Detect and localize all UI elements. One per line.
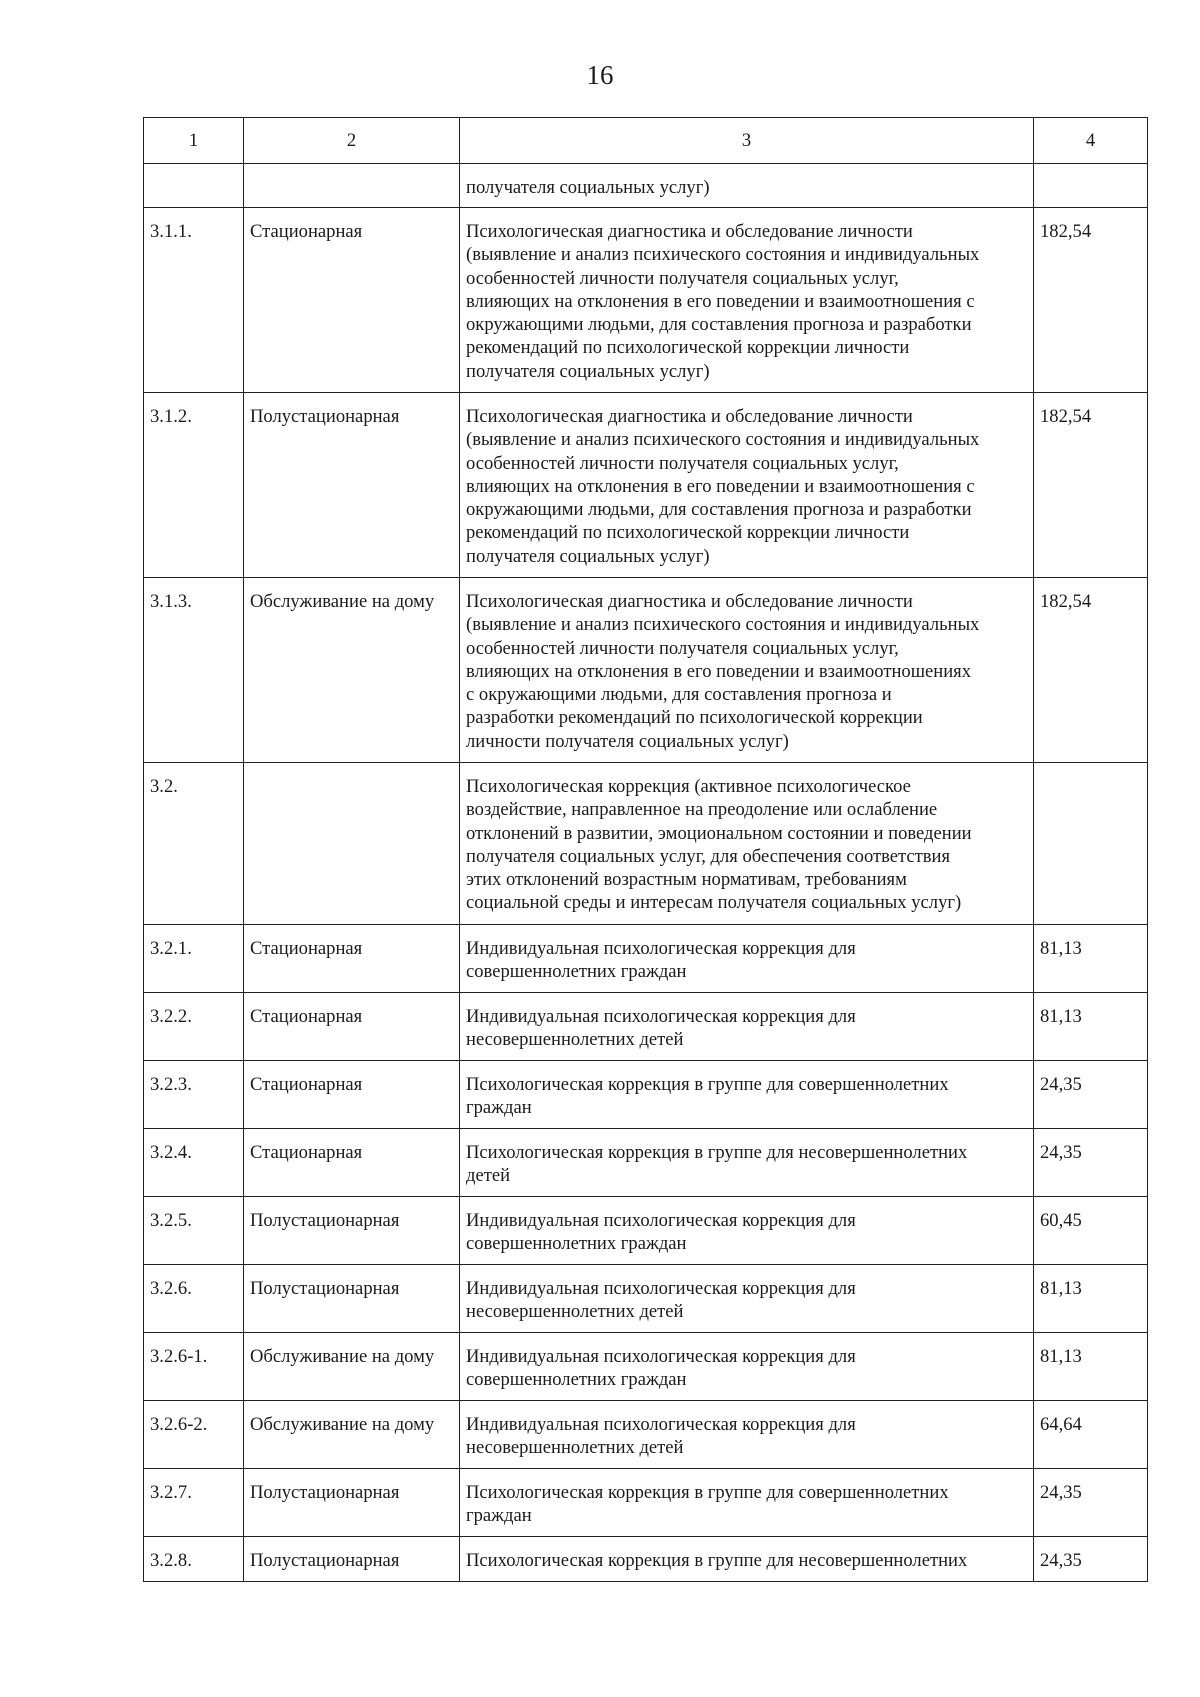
row-number-cell: 3.2.5. <box>144 1197 244 1265</box>
table-row <box>144 1197 1148 1265</box>
service-form-cell: Стационарная <box>244 993 460 1061</box>
column-header: 3 <box>460 118 1034 164</box>
service-description-cell: получателя социальных услуг) <box>460 164 1034 208</box>
price-cell: 24,35 <box>1034 1129 1148 1197</box>
price-cell: 60,45 <box>1034 1197 1148 1265</box>
row-number-cell: 3.2.4. <box>144 1129 244 1197</box>
service-description-cell: Индивидуальная психологическая коррекция для совершеннолетних граждан <box>460 925 1034 993</box>
service-description-cell: Индивидуальная психологическая коррекция для несовершеннолетних детей <box>460 1265 1034 1333</box>
price-cell <box>1034 763 1148 925</box>
row-number-cell: 3.2.3. <box>144 1061 244 1129</box>
service-description-cell: Психологическая коррекция в группе для несовершеннолетних <box>460 1537 1034 1582</box>
price-cell: 81,13 <box>1034 1333 1148 1401</box>
service-form-cell: Полустационарная <box>244 1469 460 1537</box>
table-row <box>144 925 1148 993</box>
table-row <box>144 1129 1148 1197</box>
price-cell: 24,35 <box>1034 1061 1148 1129</box>
service-form-cell: Полустационарная <box>244 1265 460 1333</box>
service-form-cell: Обслуживание на дому <box>244 578 460 763</box>
service-form-cell: Полустационарная <box>244 393 460 578</box>
table-row <box>144 1061 1148 1129</box>
service-form-cell <box>244 763 460 925</box>
price-cell <box>1034 164 1148 208</box>
service-description-cell: Психологическая коррекция в группе для совершеннолетних граждан <box>460 1061 1034 1129</box>
price-cell: 81,13 <box>1034 993 1148 1061</box>
table-row <box>144 1537 1148 1582</box>
service-form-cell: Стационарная <box>244 925 460 993</box>
price-cell: 24,35 <box>1034 1469 1148 1537</box>
service-description-cell: Индивидуальная психологическая коррекция для несовершеннолетних детей <box>460 993 1034 1061</box>
table-row <box>144 1469 1148 1537</box>
table-header-row <box>144 118 1148 164</box>
service-form-cell: Полустационарная <box>244 1537 460 1582</box>
price-cell: 24,35 <box>1034 1537 1148 1582</box>
table-row <box>144 393 1148 578</box>
service-description-cell: Психологическая диагностика и обследование личности (выявление и анализ психического состояния и индивидуальных особенностей личности получателя социальных услуг, влияющих на отклонения в его поведении и взаимоотношениях с окружающими людьми, для составления прогноза и разработки рекомендаций по психологической коррекции личности получателя социальных услуг) <box>460 578 1034 763</box>
price-cell: 182,54 <box>1034 393 1148 578</box>
service-description-cell: Психологическая коррекция в группе для совершеннолетних граждан <box>460 1469 1034 1537</box>
column-header: 1 <box>144 118 244 164</box>
row-number-cell: 3.2. <box>144 763 244 925</box>
table-row <box>144 993 1148 1061</box>
row-number-cell: 3.1.2. <box>144 393 244 578</box>
price-cell: 64,64 <box>1034 1401 1148 1469</box>
row-number-cell: 3.2.8. <box>144 1537 244 1582</box>
service-form-cell: Стационарная <box>244 208 460 393</box>
column-header: 4 <box>1034 118 1148 164</box>
service-description-cell: Психологическая диагностика и обследование личности (выявление и анализ психического состояния и индивидуальных особенностей личности получателя социальных услуг, влияющих на отклонения в его поведении и взаимоотношения с окружающими людьми, для составления прогноза и разработки рекомендаций по психологической коррекции личности получателя социальных услуг) <box>460 393 1034 578</box>
row-number-cell: 3.2.2. <box>144 993 244 1061</box>
price-cell: 81,13 <box>1034 925 1148 993</box>
row-number-cell: 3.2.6. <box>144 1265 244 1333</box>
service-form-cell <box>244 164 460 208</box>
tariff-table <box>143 117 1148 1582</box>
table-row <box>144 164 1148 208</box>
row-number-cell: 3.2.6-1. <box>144 1333 244 1401</box>
service-form-cell: Полустационарная <box>244 1197 460 1265</box>
price-cell: 182,54 <box>1034 578 1148 763</box>
service-form-cell: Стационарная <box>244 1061 460 1129</box>
service-form-cell: Обслуживание на дому <box>244 1333 460 1401</box>
column-header: 2 <box>244 118 460 164</box>
service-form-cell: Стационарная <box>244 1129 460 1197</box>
row-number-cell: 3.1.1. <box>144 208 244 393</box>
service-description-cell: Индивидуальная психологическая коррекция для совершеннолетних граждан <box>460 1333 1034 1401</box>
table-row <box>144 578 1148 763</box>
row-number-cell: 3.1.3. <box>144 578 244 763</box>
service-description-cell: Психологическая коррекция в группе для несовершеннолетних детей <box>460 1129 1034 1197</box>
row-number-cell: 3.2.7. <box>144 1469 244 1537</box>
service-description-cell: Психологическая коррекция (активное психологическое воздействие, направленное на преодоление или ослабление отклонений в развитии, эмоциональном состоянии и поведении получателя социальных услуг, для обеспечения соответствия этих отклонений возрастным нормативам, требованиям социальной среды и интересам получателя социальных услуг) <box>460 763 1034 925</box>
service-description-cell: Психологическая диагностика и обследование личности (выявление и анализ психического состояния и индивидуальных особенностей личности получателя социальных услуг, влияющих на отклонения в его поведении и взаимоотношения с окружающими людьми, для составления прогноза и разработки рекомендаций по психологической коррекции личности получателя социальных услуг) <box>460 208 1034 393</box>
price-cell: 81,13 <box>1034 1265 1148 1333</box>
service-form-cell: Обслуживание на дому <box>244 1401 460 1469</box>
service-description-cell: Индивидуальная психологическая коррекция для несовершеннолетних детей <box>460 1401 1034 1469</box>
table-row <box>144 208 1148 393</box>
row-number-cell: 3.2.6-2. <box>144 1401 244 1469</box>
table-row <box>144 763 1148 925</box>
service-description-cell: Индивидуальная психологическая коррекция для совершеннолетних граждан <box>460 1197 1034 1265</box>
table-row <box>144 1265 1148 1333</box>
row-number-cell: 3.2.1. <box>144 925 244 993</box>
table-row <box>144 1401 1148 1469</box>
row-number-cell <box>144 164 244 208</box>
page-number: 16 <box>586 60 614 90</box>
table-row <box>144 1333 1148 1401</box>
price-cell: 182,54 <box>1034 208 1148 393</box>
